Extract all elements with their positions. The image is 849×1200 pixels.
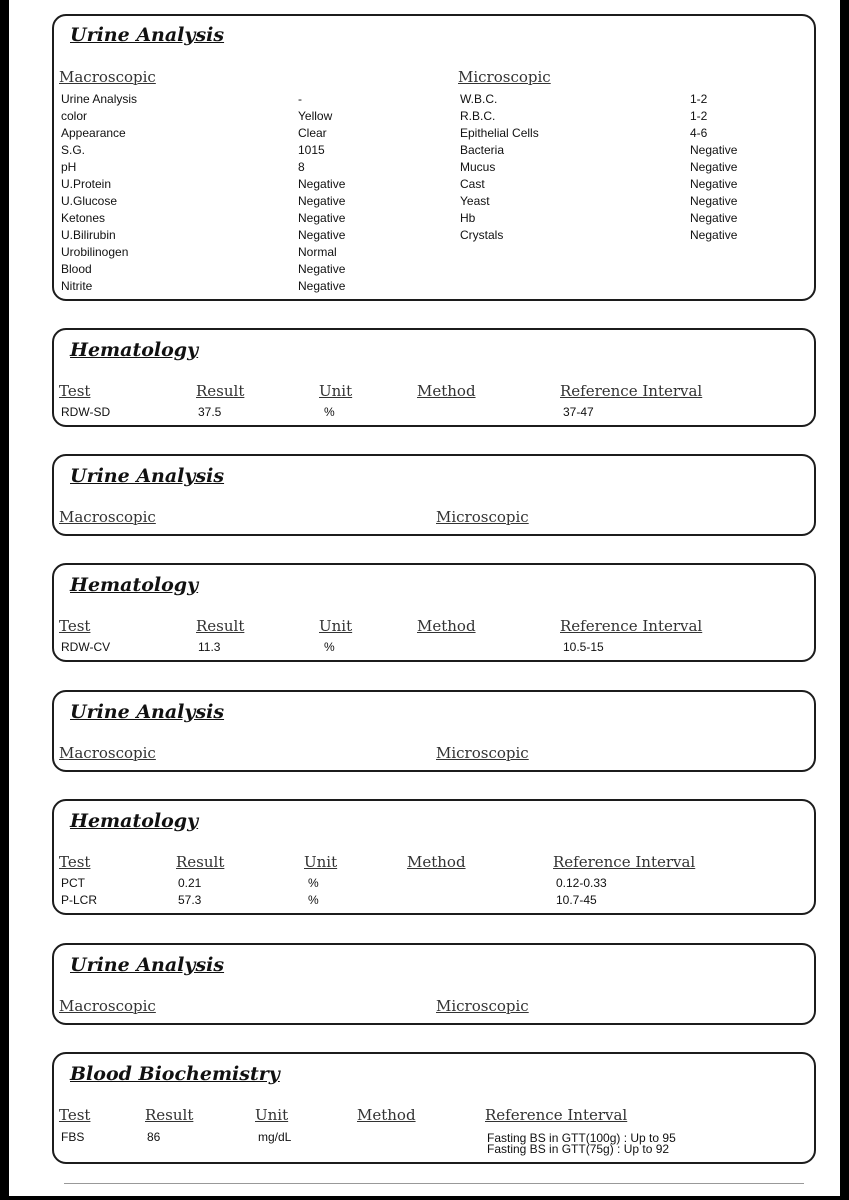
urine-analysis-section-1 bbox=[52, 14, 816, 301]
col-header-method: Method bbox=[357, 1106, 416, 1124]
test-name: Urobilinogen bbox=[61, 245, 129, 259]
test-value: - bbox=[298, 92, 302, 106]
test-value: Negative bbox=[298, 194, 346, 208]
test-name: PCT bbox=[61, 876, 85, 890]
col-header-method: Method bbox=[417, 382, 476, 400]
test-name: R.B.C. bbox=[460, 109, 496, 123]
footer-divider bbox=[64, 1183, 804, 1184]
test-name: Hb bbox=[460, 211, 476, 225]
col-header-test: Test bbox=[59, 617, 91, 635]
col-header-method: Method bbox=[417, 617, 476, 635]
section-title: Hematology bbox=[70, 339, 199, 361]
table-row bbox=[54, 875, 814, 892]
test-name: Epithelial Cells bbox=[460, 126, 539, 140]
test-value: Negative bbox=[298, 211, 346, 225]
section-title: Hematology bbox=[70, 574, 199, 596]
section-title: Hematology bbox=[70, 810, 199, 832]
test-reference: 0.12-0.33 bbox=[556, 876, 607, 890]
test-value: Clear bbox=[298, 126, 327, 140]
test-reference: 10.7-45 bbox=[556, 893, 597, 907]
test-value: 8 bbox=[298, 160, 305, 174]
test-value: Negative bbox=[298, 279, 346, 293]
test-unit: % bbox=[308, 876, 319, 890]
col-header-unit: Unit bbox=[255, 1106, 289, 1124]
col-header-test: Test bbox=[59, 1106, 91, 1124]
test-name: S.G. bbox=[61, 143, 86, 157]
list-item bbox=[54, 193, 814, 210]
test-name: Ketones bbox=[61, 211, 106, 225]
test-name: Mucus bbox=[460, 160, 496, 174]
col-header-test: Test bbox=[59, 382, 91, 400]
section-title: Urine Analysis bbox=[70, 701, 225, 723]
col-header-reference: Reference Interval bbox=[553, 853, 696, 871]
test-name: U.Bilirubin bbox=[61, 228, 116, 242]
test-reference: 37-47 bbox=[563, 405, 594, 419]
test-unit: % bbox=[308, 893, 319, 907]
col-header-method: Method bbox=[407, 853, 466, 871]
table-row bbox=[54, 892, 814, 909]
section-title: Urine Analysis bbox=[70, 24, 225, 46]
test-name: Cast bbox=[460, 177, 485, 191]
col-header-result: Result bbox=[176, 853, 225, 871]
test-value: Negative bbox=[690, 211, 738, 225]
test-name: pH bbox=[61, 160, 77, 174]
test-value: Normal bbox=[298, 245, 337, 259]
test-unit: % bbox=[324, 405, 335, 419]
test-value: 4-6 bbox=[690, 126, 708, 140]
list-item bbox=[54, 142, 814, 159]
test-name: U.Glucose bbox=[61, 194, 118, 208]
col-header-unit: Unit bbox=[319, 617, 353, 635]
col-header-unit: Unit bbox=[319, 382, 353, 400]
table-row bbox=[54, 404, 814, 421]
test-value: Yellow bbox=[298, 109, 333, 123]
macroscopic-heading: Macroscopic bbox=[59, 68, 156, 86]
urine-analysis-section-3 bbox=[52, 690, 816, 772]
list-item bbox=[54, 91, 814, 108]
test-name: Blood bbox=[61, 262, 92, 276]
test-result: 37.5 bbox=[198, 405, 222, 419]
test-unit: % bbox=[324, 640, 335, 654]
test-value: Negative bbox=[690, 143, 738, 157]
test-unit: mg/dL bbox=[258, 1130, 292, 1144]
test-name: color bbox=[61, 109, 88, 123]
list-item bbox=[54, 108, 814, 125]
hematology-section-2 bbox=[52, 563, 816, 662]
test-result: 0.21 bbox=[178, 876, 202, 890]
list-item bbox=[54, 210, 814, 227]
test-value: Negative bbox=[690, 177, 738, 191]
list-item bbox=[54, 261, 434, 278]
list-item bbox=[54, 125, 814, 142]
list-item bbox=[54, 159, 814, 176]
col-header-reference: Reference Interval bbox=[560, 382, 703, 400]
macroscopic-heading: Macroscopic bbox=[59, 744, 156, 762]
report-page bbox=[9, 0, 840, 1196]
microscopic-list bbox=[54, 91, 814, 251]
macroscopic-heading: Macroscopic bbox=[59, 508, 156, 526]
urine-analysis-section-4 bbox=[52, 943, 816, 1025]
microscopic-heading: Microscopic bbox=[458, 68, 551, 86]
list-item bbox=[54, 176, 814, 193]
macroscopic-heading: Macroscopic bbox=[59, 997, 156, 1015]
test-name: RDW-SD bbox=[61, 405, 111, 419]
test-value: Negative bbox=[690, 194, 738, 208]
test-reference: 10.5-15 bbox=[563, 640, 604, 654]
test-reference-line: Fasting BS in GTT(100g) : Up to 95 bbox=[487, 1131, 676, 1145]
test-name: Urine Analysis bbox=[61, 92, 138, 106]
test-name: Yeast bbox=[460, 194, 490, 208]
col-header-result: Result bbox=[145, 1106, 194, 1124]
test-name: RDW-CV bbox=[61, 640, 111, 654]
hematology-section-3 bbox=[52, 799, 816, 915]
test-result: 86 bbox=[147, 1130, 161, 1144]
list-item bbox=[54, 278, 434, 295]
test-value: Negative bbox=[690, 160, 738, 174]
table-row bbox=[54, 639, 814, 656]
col-header-reference: Reference Interval bbox=[485, 1106, 628, 1124]
list-item bbox=[54, 227, 814, 244]
col-header-result: Result bbox=[196, 617, 245, 635]
col-header-test: Test bbox=[59, 853, 91, 871]
test-name: Bacteria bbox=[460, 143, 505, 157]
col-header-unit: Unit bbox=[304, 853, 338, 871]
table-row bbox=[54, 1129, 814, 1146]
hematology-section-1 bbox=[52, 328, 816, 427]
test-value: Negative bbox=[298, 177, 346, 191]
urine-analysis-section-2 bbox=[52, 454, 816, 536]
test-value: 1015 bbox=[298, 143, 325, 157]
test-value: Negative bbox=[298, 228, 346, 242]
section-title: Urine Analysis bbox=[70, 954, 225, 976]
col-header-reference: Reference Interval bbox=[560, 617, 703, 635]
test-result: 11.3 bbox=[198, 640, 221, 654]
test-reference-line: Fasting BS in GTT(75g) : Up to 92 bbox=[487, 1142, 670, 1156]
test-name: U.Protein bbox=[61, 177, 112, 191]
test-name: Nitrite bbox=[61, 279, 93, 293]
test-value: 1-2 bbox=[690, 109, 708, 123]
test-name: Appearance bbox=[61, 126, 126, 140]
test-name: FBS bbox=[61, 1130, 85, 1144]
microscopic-heading: Microscopic bbox=[436, 744, 529, 762]
test-name: Crystals bbox=[460, 228, 504, 242]
test-value: Negative bbox=[690, 228, 738, 242]
test-result: 57.3 bbox=[178, 893, 202, 907]
test-value: 1-2 bbox=[690, 92, 708, 106]
section-title: Urine Analysis bbox=[70, 465, 225, 487]
col-header-result: Result bbox=[196, 382, 245, 400]
test-name: W.B.C. bbox=[460, 92, 498, 106]
test-value: Negative bbox=[298, 262, 346, 276]
microscopic-heading: Microscopic bbox=[436, 508, 529, 526]
test-name: P-LCR bbox=[61, 893, 98, 907]
microscopic-heading: Microscopic bbox=[436, 997, 529, 1015]
blood-biochemistry-section bbox=[52, 1052, 816, 1164]
section-title: Blood Biochemistry bbox=[70, 1063, 280, 1085]
